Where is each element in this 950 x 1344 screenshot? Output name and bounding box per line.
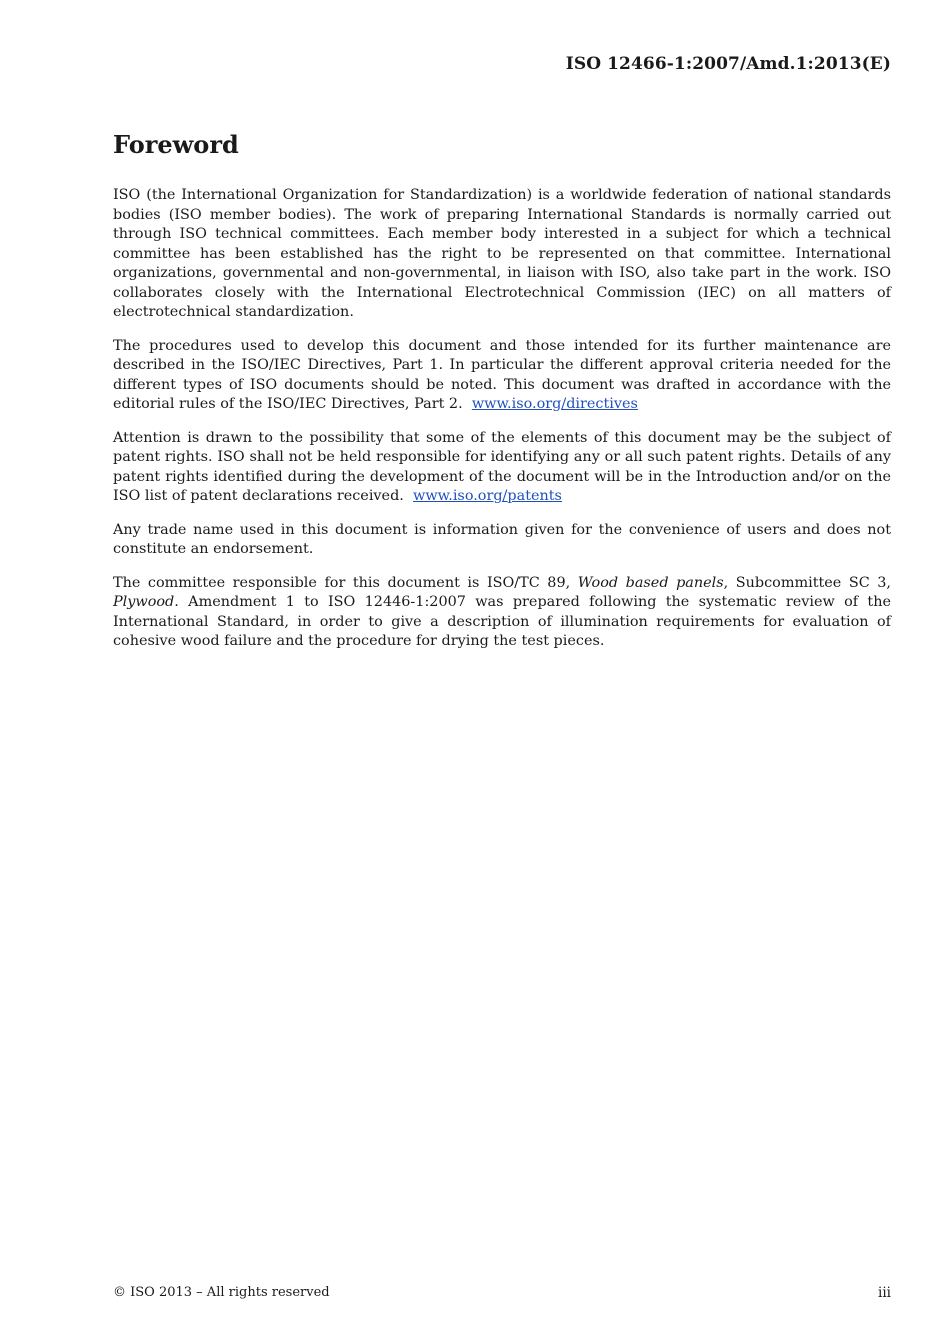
page-title: Foreword [113,130,239,159]
copyright-notice: © ISO 2013 – All rights reserved [113,1285,330,1300]
committee-title-wood-panels: Wood based panels [577,574,724,591]
paragraph-trade-name: Any trade name used in this document is information given for the convenience of users and does not constitute an endorsement. [113,521,891,557]
patents-link[interactable]: www.iso.org/patents [413,488,562,504]
paragraph-iso-intro: ISO (the International Organization for Standardization) is a worldwide federation of national standards bodies (ISO member bodies). The work of preparing International Standards is normally carried out through ISO technical committees. Each member body interested in a subject for which a technical committee has been established has the right to be represented on that committee. International organizations, governmental and non-governmental, in liaison with ISO, also take part in the work. ISO collaborates closely with the International Electrotechnical Commission (IEC) on all matters of electrotechnical standardization. [113,187,891,320]
committee-text-e: . Amendment 1 to ISO 12446-1:2007 was prepared following the systematic review of the International Standard, in order to give a description of illumination requirements for evaluation of cohesive wood failure and the procedure for drying the test pieces. [113,594,891,649]
committee-text-c: , Subcommittee SC 3, [723,574,891,591]
subcommittee-title-plywood: Plywood [113,594,175,610]
paragraph-committee [113,574,891,652]
foreword-body [113,186,891,666]
paragraph-patent-rights-text: Attention is drawn to the possibility that some of the elements of this document may be the subject of patent rights. ISO shall not be held responsible for identifying any or all such patent rights. Details of any patent rights identified during the development of the document will be in the Introduction and/or on the ISO list of patent declarations received. [113,429,891,504]
document-identifier: ISO 12466-1:2007/Amd.1:2013(E) [565,54,891,74]
page-number: iii [878,1285,891,1301]
committee-text-a: The committee responsible for this document is ISO/TC 89, [113,574,571,591]
paragraph-procedures [113,337,891,415]
paragraph-patent-rights [113,429,891,507]
paragraph-procedures-text: The procedures used to develop this document and those intended for its further maintenance are described in the ISO/IEC Directives, Part 1. In particular the different approval criteria needed for the different types of ISO documents should be noted. This document was drafted in accordance with the editorial rules of the ISO/IEC Directives, Part 2. [113,337,891,412]
directives-link[interactable]: www.iso.org/directives [471,396,638,412]
